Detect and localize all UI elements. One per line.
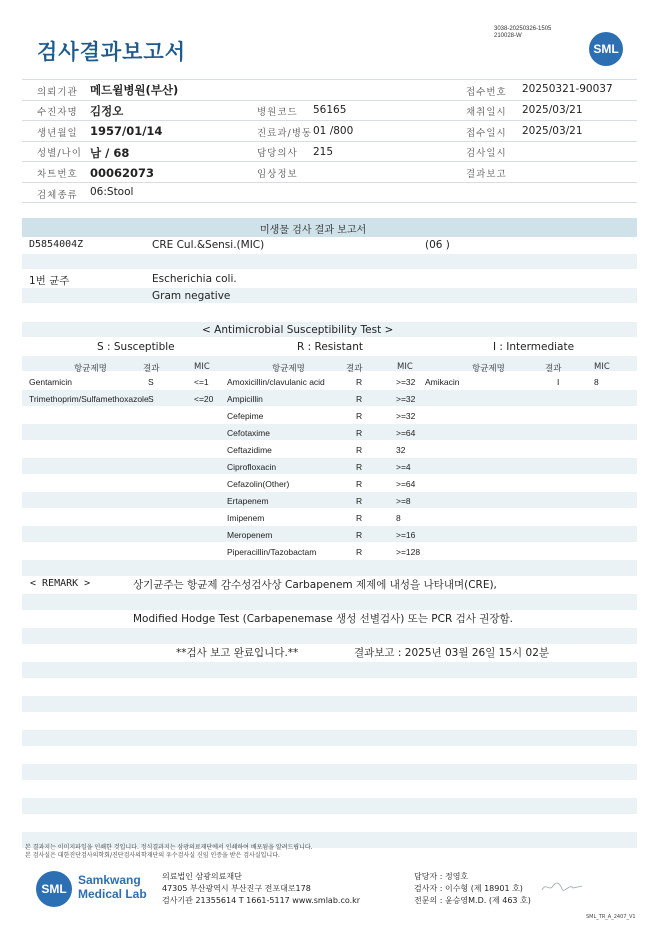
result-value: R — [356, 445, 363, 455]
result-value: S — [148, 377, 154, 387]
result-value: R — [356, 411, 363, 421]
col-result-header: 결과 — [143, 364, 160, 374]
result-value: R — [356, 394, 363, 404]
drug-name: Ciprofloxacin — [227, 462, 277, 472]
mic-value: <=1 — [194, 377, 209, 387]
staff-specialist: 전문의 : 윤승영M.D. (제 463 호) — [414, 896, 531, 905]
test-date-label: 검사일시 — [466, 148, 507, 159]
drug-name: Ceftazidime — [227, 445, 272, 455]
divider — [22, 182, 637, 183]
drug-name: Piperacillin/Tazobactam — [227, 547, 317, 557]
dob-value: 1957/01/14 — [90, 124, 163, 138]
drug-name: Imipenem — [227, 513, 265, 523]
mic-value: >=64 — [396, 428, 416, 438]
drug-name: Amikacin — [425, 377, 460, 387]
result-value: R — [356, 377, 363, 387]
gram-stain: Gram negative — [152, 290, 231, 302]
mic-value: 8 — [594, 377, 599, 387]
page-title: 검사결과보고서 — [37, 40, 187, 64]
result-value: S — [148, 394, 154, 404]
collect-date-label: 채취일시 — [466, 107, 507, 118]
staff-manager: 담당자 : 정영호 — [414, 872, 469, 881]
doctor-label: 담당의사 — [257, 148, 298, 159]
staff-tester: 검사자 : 이수형 (제 18901 호) — [414, 884, 523, 893]
chart-label: 차트번호 — [37, 169, 78, 180]
drug-name: Amoxicillin/clavulanic acid — [227, 377, 325, 387]
report-time: 결과보고 : 2025년 03월 26일 15시 02분 — [354, 647, 550, 659]
institution-label: 의뢰기관 — [37, 87, 78, 98]
chart-value: 00062073 — [90, 166, 155, 180]
footer-note-1: 본 결과지는 이미지파일을 인쇄한 것입니다. 정식결과지는 삼광의료재단에서 인쇄하여 배포됨을 알려드립니다. — [25, 844, 313, 851]
divider — [22, 120, 637, 121]
sml-footer-logo: SML — [36, 871, 72, 907]
divider — [22, 202, 637, 203]
dob-label: 생년월일 — [37, 128, 78, 139]
micro-section-title: 미생물 검사 결과 보고서 — [260, 225, 367, 236]
test-name: CRE Cul.&Sensi.(MIC) — [152, 239, 265, 251]
drug-name: Trimethoprim/Sulfamethoxazole — [29, 394, 149, 404]
divider — [22, 141, 637, 142]
footer-note-2: 본 검사실은 대한진단검사의학회/진단검사의학재단의 우수검사실 신임 인증을 받은 검사실입니다. — [25, 852, 280, 859]
mic-value: 8 — [396, 513, 401, 523]
mic-value: >=8 — [396, 496, 411, 506]
drug-name: Meropenem — [227, 530, 273, 540]
result-value: R — [356, 530, 363, 540]
sml-logo: SML — [589, 32, 623, 66]
hospital-code-label: 병원코드 — [257, 107, 298, 118]
sex-age-label: 성별/나이 — [37, 148, 82, 159]
organism-name: Escherichia coli. — [152, 273, 237, 285]
company-name: Samkwang Medical Lab — [78, 873, 147, 901]
divider — [22, 161, 637, 162]
sex-age-value: 남 / 68 — [90, 146, 130, 160]
mic-value: >=128 — [396, 547, 421, 557]
legend-intermediate: I : Intermediate — [493, 341, 575, 353]
dept-label: 진료과/병동 — [257, 128, 313, 139]
mic-value: >=4 — [396, 462, 411, 472]
result-value: R — [356, 496, 363, 506]
col-result-header: 결과 — [346, 364, 363, 374]
receipt-no-value: 20250321-90037 — [522, 83, 613, 95]
document-id: 3038-20250326-1505 210028-W — [494, 26, 552, 39]
result-value: R — [356, 428, 363, 438]
remark-label: < REMARK > — [30, 578, 91, 589]
result-value: R — [356, 547, 363, 557]
mic-value: >=32 — [396, 411, 416, 421]
test-number: (06 ) — [425, 239, 450, 251]
drug-name: Cefepime — [227, 411, 264, 421]
drug-name: Cefazolin(Other) — [227, 479, 290, 489]
col-result-header: 결과 — [545, 364, 562, 374]
legend-resistant: R : Resistant — [297, 341, 363, 353]
ast-title: < Antimicrobial Susceptibility Test > — [202, 324, 394, 336]
drug-name: Ertapenem — [227, 496, 269, 506]
result-value: I — [557, 377, 560, 387]
mic-value: >=64 — [396, 479, 416, 489]
test-code: D5854004Z — [29, 239, 84, 250]
col-mic-header: MIC — [194, 362, 210, 372]
mic-value: 32 — [396, 445, 406, 455]
institution-value: 메드윌병원(부산) — [90, 83, 179, 97]
specimen-label: 검체종류 — [37, 190, 78, 201]
patient-name-label: 수진자명 — [37, 107, 78, 118]
mic-value: >=16 — [396, 530, 416, 540]
specimen-value: 06:Stool — [90, 186, 134, 198]
result-value: R — [356, 462, 363, 472]
org-address: 47305 부산광역시 부산진구 전포대로178 — [162, 884, 311, 893]
col-drug-header: 항균제명 — [472, 364, 505, 374]
org-name: 의료법인 삼광의료재단 — [162, 872, 242, 881]
legend-susceptible: S : Susceptible — [97, 341, 175, 353]
receipt-no-label: 접수번호 — [466, 87, 507, 98]
mic-value: <=20 — [194, 394, 214, 404]
mic-value: >=32 — [396, 394, 416, 404]
col-drug-header: 항균제명 — [272, 364, 305, 374]
drug-name: Ampicillin — [227, 394, 263, 404]
strain-label: 1번 균주 — [29, 275, 70, 287]
dept-value: 01 /800 — [313, 125, 354, 137]
hospital-code-value: 56165 — [313, 104, 347, 116]
result-value: R — [356, 513, 363, 523]
collect-date-value: 2025/03/21 — [522, 104, 583, 116]
result-report-label: 결과보고 — [466, 169, 507, 180]
signature-icon — [540, 880, 585, 894]
col-mic-header: MIC — [397, 362, 413, 372]
org-contact: 검사기관 21355614 T 1661-5117 www.smlab.co.kr — [162, 896, 361, 905]
form-code: SML_TR_A_2407_V1 — [586, 914, 636, 920]
mic-value: >=32 — [396, 377, 416, 387]
doctor-value: 215 — [313, 146, 334, 158]
patient-name-value: 김정오 — [90, 104, 124, 118]
col-mic-header: MIC — [594, 362, 610, 372]
remark-line-1: 상기균주는 항균제 감수성검사상 Carbapenem 제제에 내성을 나타내며(CRE), — [133, 579, 497, 591]
drug-name: Cefotaxime — [227, 428, 270, 438]
clinical-label: 임상정보 — [257, 169, 298, 180]
divider — [22, 79, 637, 80]
remark-line-2: Modified Hodge Test (Carbapenemase 생성 선별검사) 또는 PCR 검사 권장함. — [133, 613, 513, 625]
col-drug-header: 항균제명 — [74, 364, 107, 374]
receive-date-value: 2025/03/21 — [522, 125, 583, 137]
report-complete: **검사 보고 완료입니다.** — [176, 647, 299, 659]
drug-name: Gentamicin — [29, 377, 72, 387]
receive-date-label: 접수일시 — [466, 128, 507, 139]
result-value: R — [356, 479, 363, 489]
divider — [22, 100, 637, 101]
